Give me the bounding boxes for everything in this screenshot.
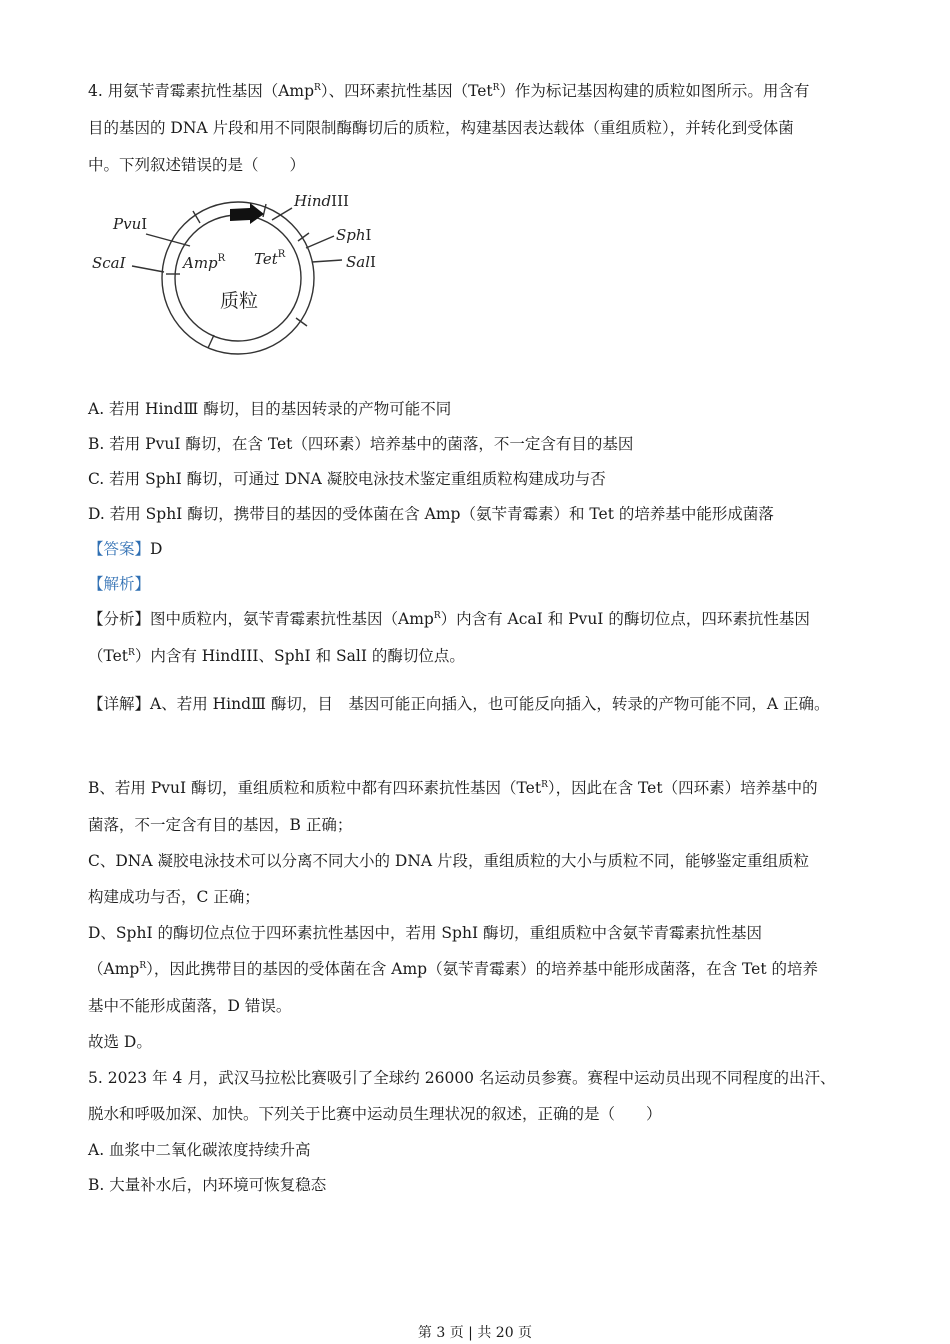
plasmid-diagram bbox=[80, 186, 400, 366]
q5-option-b: B. 大量补水后，内环境可恢复稳态 bbox=[88, 1176, 327, 1194]
explain-d-line-3: 基中不能形成菌落，D 错误。 bbox=[88, 997, 292, 1015]
q4-option-d: D. 若用 SphⅠ 酶切，携带目的基因的受体菌在含 Amp（氨苄青霉素）和 Tet 的培养基中能形成菌落 bbox=[88, 505, 774, 523]
site-pvu-label: PvuI bbox=[113, 215, 148, 233]
q4-stem-line-3: 中。下列叙述错误的是（ ） bbox=[88, 156, 306, 174]
q4-option-b: B. 若用 PvuⅠ 酶切，在含 Tet（四环素）培养基中的菌落，不一定含有目的基因 bbox=[88, 435, 634, 453]
explain-c-line-1: C、DNA 凝胶电泳技术可以分离不同大小的 DNA 片段，重组质粒的大小与质粒不同，能够鉴定重组质粒 bbox=[88, 852, 810, 870]
q4-stem-line-1: 4. 用氨苄青霉素抗性基因（Amp$^R$）、四环素抗性基因（Tet$^R$）作为标记基因构建的质粒如图所示。用含有 bbox=[88, 82, 810, 100]
answer-value: D bbox=[150, 540, 163, 558]
conclusion-line: 故选 D。 bbox=[88, 1033, 152, 1051]
plasmid-outer-ring bbox=[162, 202, 314, 354]
q5-option-a: A. 血浆中二氧化碳浓度持续升高 bbox=[88, 1141, 311, 1159]
q4-option-c: C. 若用 SphⅠ 酶切，可通过 DNA 凝胶电泳技术鉴定重组质粒构建成功与否 bbox=[88, 470, 606, 488]
answer-line bbox=[88, 538, 162, 560]
answer-tag: 【答案】 bbox=[88, 540, 151, 558]
explain-d-line-1: D、SphⅠ 的酶切位点位于四环素抗性基因中，若用 SphⅠ 酶切，重组质粒中含氨苄青霉素抗性基因 bbox=[88, 924, 763, 942]
q4-stem-line-2: 目的基因的 DNA 片段和用不同限制酶酶切后的质粒，构建基因表达载体（重组质粒），并转化到受体菌 bbox=[88, 119, 794, 137]
page-footer: 第 3 页 | 共 20 页 bbox=[417, 1325, 533, 1341]
explain-b-line-2: 菌落，不一定含有目的基因，B 正确； bbox=[88, 816, 353, 834]
q5-stem-line-2: 脱水和呼吸加深、加快。下列关于比赛中运动员生理状况的叙述，正确的是（ ） bbox=[88, 1105, 662, 1123]
promoter-arrow-icon bbox=[230, 203, 264, 224]
q5-stem-line-1: 5. 2023 年 4 月，武汉马拉松比赛吸引了全球约 26000 名运动员参赛。赛程中运动员出现不同程度的出汗、 bbox=[88, 1069, 836, 1087]
site-sal-label: SalI bbox=[346, 253, 376, 271]
explain-d-line-2: （Amp$^R$），因此携带目的基因的受体菌在含 Amp（氨苄青霉素）的培养基中能形成菌落，在含 Tet 的培养 bbox=[88, 960, 818, 978]
analysis-tag: 【解析】 bbox=[88, 575, 151, 593]
fenxi-line-1: 【分析】图中质粒内，氨苄青霉素抗性基因（Amp$^R$）内含有 AcaI 和 PvuI 的酶切位点，四环素抗性基因 bbox=[88, 610, 810, 628]
site-hind-label: HindIII bbox=[294, 192, 349, 210]
explain-c-line-2: 构建成功与否，C 正确； bbox=[88, 888, 260, 906]
site-sph-label: SphI bbox=[336, 226, 372, 244]
q4-option-a: A. 若用 HindⅢ 酶切，目的基因转录的产物可能不同 bbox=[88, 400, 452, 418]
xiangjie-line: 【详解】A、若用 HindⅢ 酶切，目 基因可能正向插入，也可能反向插入，转录的产物可能不同，A 正确。 bbox=[88, 695, 830, 713]
site-sca-label: ScaI bbox=[92, 254, 126, 272]
amp-gene-label: Amp$^R$ bbox=[183, 253, 226, 272]
tet-gene-label: Tet$^R$ bbox=[254, 249, 286, 268]
explain-b-line-1: B、若用 PvuⅠ 酶切，重组质粒和质粒中都有四环素抗性基因（Tet$^R$），因此在含 Tet（四环素）培养基中的 bbox=[88, 779, 818, 797]
plasmid-center-label: 质粒 bbox=[220, 290, 259, 312]
plasmid-inner-ring bbox=[175, 215, 301, 341]
fenxi-line-2: （Tet$^R$）内含有 HindIII、SphI 和 SalI 的酶切位点。 bbox=[88, 647, 465, 665]
